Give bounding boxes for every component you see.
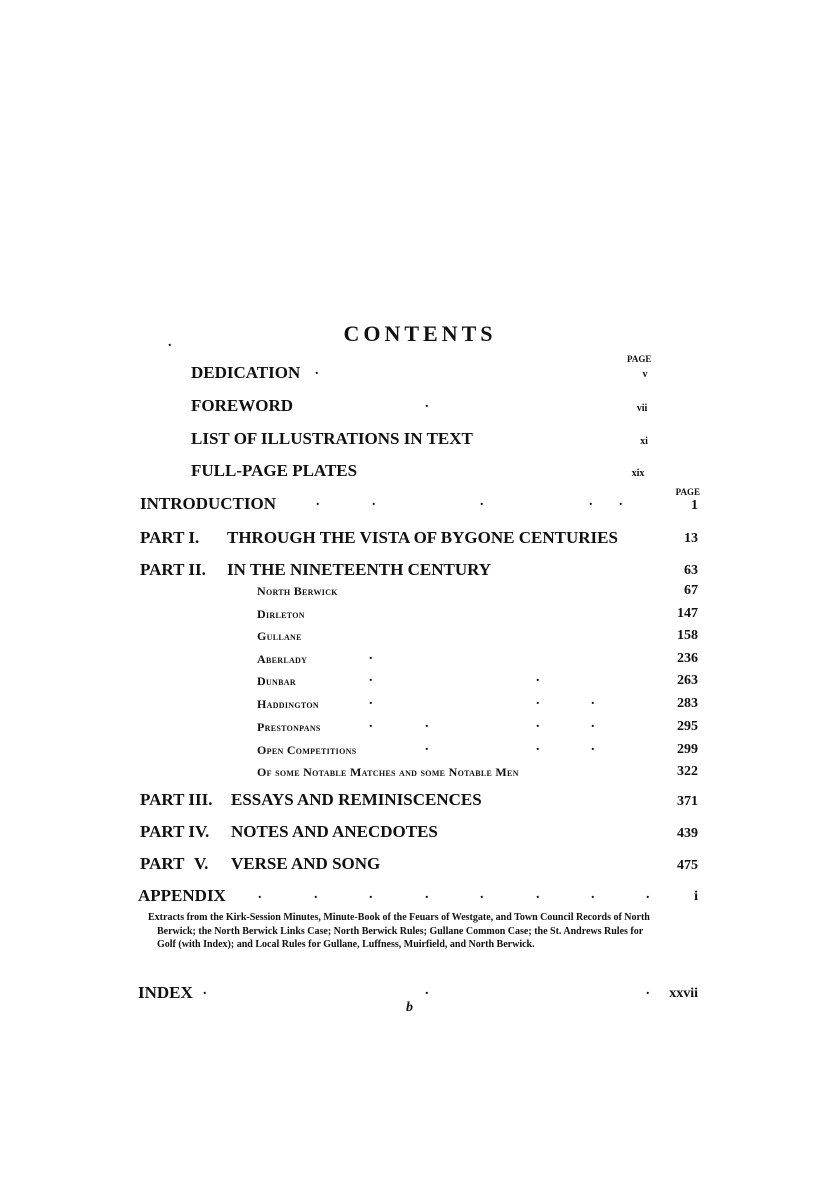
part-number: PART III. (140, 790, 213, 809)
subsection-page: 295 (677, 719, 698, 734)
part-number: PART V. (140, 854, 209, 873)
subsection-label: Dirleton (257, 607, 305, 621)
leader-dot: . (369, 716, 373, 731)
subsection-label: Dunbar (257, 674, 296, 688)
leader-dot: . (480, 887, 484, 902)
entry-page: xi (640, 436, 648, 447)
leader-dot: . (591, 739, 595, 754)
leader-dot: . (369, 693, 373, 708)
leader-dot: . (425, 396, 429, 411)
subsection-page: 67 (684, 583, 698, 598)
entry-page: xix (631, 468, 645, 479)
stray-dot: . (168, 335, 172, 350)
entry-label: THROUGH THE VISTA OF BYGONE CENTURIES (227, 528, 618, 547)
entry-page: 13 (684, 531, 698, 546)
leader-dot: . (619, 494, 623, 509)
leader-dot: . (425, 739, 429, 754)
leader-dot: . (369, 670, 373, 685)
leader-dot: . (425, 716, 429, 731)
leader-dot: . (591, 693, 595, 708)
leader-dot: . (203, 983, 207, 998)
subsection-label: Of some Notable Matches and some Notable Men (257, 765, 519, 779)
entry-page: 63 (684, 563, 698, 578)
leader-dot: . (480, 494, 484, 509)
entry-label: INDEX (138, 983, 193, 1002)
subsection-label: Prestonpans (257, 720, 321, 734)
subsection-page: 283 (677, 696, 698, 711)
subsection-label: North Berwick (257, 584, 338, 598)
entry-label: ESSAYS AND REMINISCENCES (231, 790, 482, 809)
entry-label: FOREWORD (191, 396, 293, 415)
subsection-page: 322 (677, 764, 698, 779)
leader-dot: . (536, 716, 540, 731)
subsection-label: Gullane (257, 629, 302, 643)
page-title: CONTENTS (343, 321, 497, 346)
leader-dot: . (646, 983, 650, 998)
part-number: PART IV. (140, 822, 210, 841)
entry-label: DEDICATION (191, 363, 301, 382)
entry-label: IN THE NINETEENTH CENTURY (227, 560, 492, 579)
entry-label: APPENDIX (138, 886, 226, 905)
entry-label: NOTES AND ANECDOTES (231, 822, 438, 841)
signature-mark: b (406, 1000, 413, 1015)
leader-dot: . (536, 887, 540, 902)
subsection-label: Aberlady (257, 652, 308, 666)
leader-dot: . (369, 887, 373, 902)
leader-dot: . (369, 648, 373, 663)
subsection-page: 263 (677, 673, 698, 688)
subsection-page: 147 (677, 606, 698, 621)
leader-dot: . (258, 887, 262, 902)
subsection-page: 158 (677, 628, 698, 643)
subsection-label: Open Competitions (257, 743, 357, 757)
main-page-header: PAGE (675, 487, 700, 497)
leader-dot: . (314, 887, 318, 902)
leader-dot: . (425, 887, 429, 902)
subsection-label: Haddington (257, 697, 319, 711)
entry-label: LIST OF ILLUSTRATIONS IN TEXT (191, 429, 473, 448)
entry-page: xxvii (669, 986, 698, 1001)
leader-dot: . (425, 983, 429, 998)
leader-dot: . (591, 716, 595, 731)
leader-dot: . (589, 494, 593, 509)
entry-page: vii (636, 403, 648, 414)
leader-dot: . (315, 363, 319, 378)
leader-dot: . (536, 693, 540, 708)
subsection-page: 299 (677, 742, 698, 757)
entry-page: 371 (677, 794, 698, 809)
entry-page: 1 (691, 498, 698, 513)
entry-label: INTRODUCTION (140, 494, 277, 513)
leader-dot: . (646, 887, 650, 902)
appendix-note: Extracts from the Kirk-Session Minutes, Minute-Book of the Feuars of Westgate, and Town Council Records of North Berwick; the North Berwick Links Case; North Berwick Rules; Gullane Common Case; the St. Andrews Rules for Golf (with Index); and Local Rules for Gullane, Luffness, Muirfield, and North Berwick. (148, 912, 650, 950)
part-number: PART I. (140, 528, 200, 547)
entry-label: VERSE AND SONG (231, 854, 381, 873)
entry-page: 475 (677, 858, 698, 873)
entry-page: v (642, 369, 648, 380)
leader-dot: . (536, 670, 540, 685)
leader-dot: . (372, 494, 376, 509)
front-page-header: PAGE (627, 354, 652, 364)
entry-page: 439 (677, 826, 698, 841)
subsection-page: 236 (677, 651, 698, 666)
part-number: PART II. (140, 560, 206, 579)
leader-dot: . (591, 887, 595, 902)
entry-page: i (694, 889, 698, 904)
leader-dot: . (536, 739, 540, 754)
entry-label: FULL-PAGE PLATES (191, 461, 358, 480)
leader-dot: . (316, 494, 320, 509)
